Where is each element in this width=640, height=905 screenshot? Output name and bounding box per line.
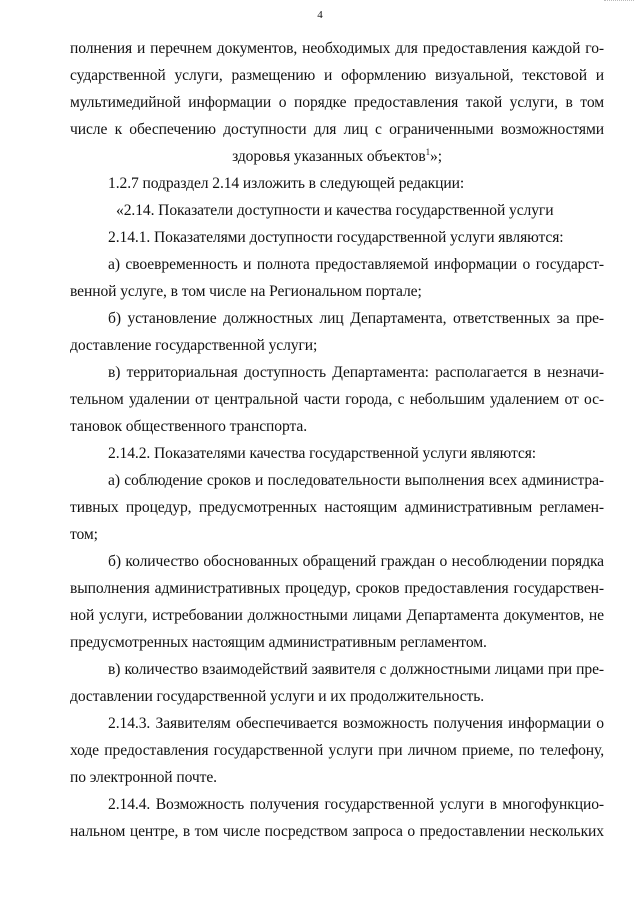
text-line: 2.14.1. Показателями доступности государственной услуги являются: — [108, 229, 564, 246]
text-line: доставление государственной услуги; — [70, 337, 318, 354]
text-line: венной услуге, в том числе на Региональном портале; — [70, 283, 422, 300]
text-line: доставлении государственной услуги и их продолжительность. — [70, 688, 485, 705]
scan-edge-mark — [604, 0, 634, 5]
text-line: ной услуги, истребовании должностными лицами Департамента документов, не — [70, 607, 604, 624]
text-line: том; — [70, 526, 98, 543]
closing-quote: »; — [430, 148, 442, 165]
text-line: а) соблюдение сроков и последовательности выполнения всех администра- — [108, 472, 604, 489]
text-fragment: здоровья указанных объектов — [232, 148, 426, 165]
text-line: б) установление должностных лиц Департамента, ответственных за пре- — [108, 310, 604, 327]
text-line: выполнения административных процедур, сроков предоставления государствен- — [70, 580, 604, 597]
text-line: тивных процедур, предусмотренных настоящим административным регламен- — [70, 499, 604, 516]
text-line: тановок общественного транспорта. — [70, 418, 308, 435]
text-line: числе к обеспечению доступности для лиц с ограниченными возможностями — [70, 121, 604, 138]
text-line: 2.14.2. Показателями качества государственной услуги являются: — [108, 445, 537, 462]
text-line: 2.14.3. Заявителям обеспечивается возможность получения информации о — [108, 715, 604, 732]
text-line: б) количество обоснованных обращений граждан о несоблюдении порядка — [108, 553, 604, 570]
section-heading: «2.14. Показатели доступности и качества государственной услуги — [116, 202, 554, 219]
text-line: по электронной почте. — [70, 769, 217, 786]
text-line: в) количество взаимодействий заявителя с должностными лицами при пре- — [108, 661, 604, 678]
text-line: полнения и перечнем документов, необходимых для предоставления каждой го- — [70, 40, 604, 57]
text-line: в) территориальная доступность Департамента: располагается в незначи- — [108, 364, 604, 381]
text-line-with-footnote — [70, 147, 604, 167]
text-line: а) своевременность и полнота предоставляемой информации о государст- — [108, 256, 604, 273]
text-line: нальном центре, в том числе посредством запроса о предоставлении нескольких — [70, 823, 604, 840]
text-line: тельном удалении от центральной части города, с небольшим удалением от ос- — [70, 391, 604, 408]
text-line: сударственной услуги, размещению и оформлению визуальной, текстовой и — [70, 67, 604, 84]
text-line: предусмотренных настоящим административным регламентом. — [70, 634, 487, 651]
footnote-marker: 1 — [425, 146, 430, 157]
text-line: 1.2.7 подраздел 2.14 изложить в следующей редакции: — [108, 175, 465, 192]
page-number: 4 — [317, 9, 323, 21]
text-line: мультимедийной информации о порядке предоставления такой услуги, в том — [70, 94, 604, 111]
text-line: ходе предоставления государственной услуги при личном приеме, по телефону, — [70, 742, 604, 759]
text-line: 2.14.4. Возможность получения государственной услуги в многофункцио- — [108, 796, 604, 813]
